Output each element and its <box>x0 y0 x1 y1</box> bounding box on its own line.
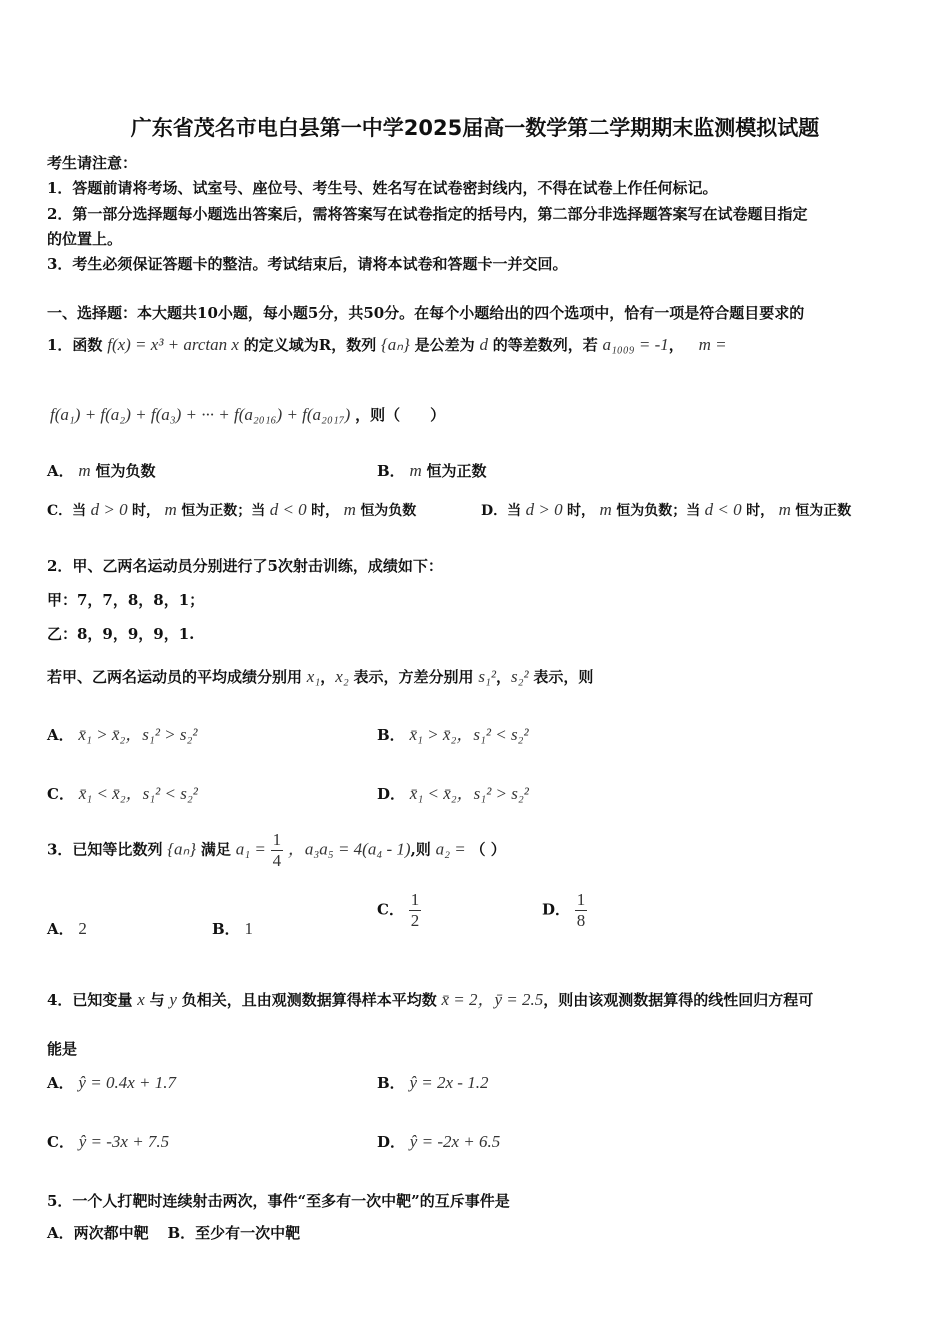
option-math: 1 <box>244 919 253 938</box>
q1-option-a[interactable] <box>47 460 156 481</box>
q2-jia-scores: 甲：7，7，8，8，1； <box>47 591 205 609</box>
option-label: C． <box>47 503 73 519</box>
option-math: x̄₁ < x̄₂，s₁² < s₂² <box>78 784 198 803</box>
option-label: B． <box>377 726 405 744</box>
q2-text-3: 表示，则 <box>533 668 594 686</box>
section-heading: 一、选择题：本大题共10小题，每小题5分，共50分。在每个小题给出的四个选项中，恰有一项是符合题目要求的 <box>47 304 805 322</box>
q1-text-2: 是公差为 <box>414 336 475 354</box>
q3-a2: a₂ = <box>435 839 466 859</box>
notice-heading: 考生请注意： <box>47 154 138 172</box>
option-label: A． <box>47 920 74 938</box>
q2-option-a[interactable] <box>47 720 198 745</box>
q2-yi-scores: 乙：8，9，9，9，1. <box>47 625 195 643</box>
option-math: m <box>599 500 612 519</box>
q1-option-b[interactable] <box>377 460 487 481</box>
q4-option-d[interactable] <box>377 1131 500 1152</box>
option-label: A． <box>47 1074 74 1092</box>
option-fraction <box>575 890 588 931</box>
option-text: 恒为负数 <box>360 503 417 519</box>
q1-ask: ，则（ ） <box>355 406 446 424</box>
option-text: 时， <box>311 503 340 519</box>
q1-m-def: m = <box>698 335 727 354</box>
option-text: 当 <box>507 503 522 519</box>
question-1-stem <box>47 334 727 355</box>
q2-text-2: 表示，方差分别用 <box>353 668 474 686</box>
q5-option-a-text[interactable]: 两次都中靶 <box>73 1224 149 1242</box>
q1-d: d <box>479 335 488 354</box>
q4-option-c[interactable] <box>47 1131 169 1152</box>
q2-condition-line <box>47 666 593 687</box>
option-label: C． <box>377 900 404 919</box>
option-math: x̄₁ < x̄₂，s₁² > s₂² <box>409 784 529 803</box>
q3-blank: （ ） <box>470 840 506 859</box>
q4-option-b[interactable] <box>377 1072 488 1093</box>
notice-item-3: 3．考生必须保证答题卡的整洁。考试结束后，请将本试卷和答题卡一并交回。 <box>47 255 568 273</box>
q1-option-c[interactable] <box>47 500 416 520</box>
q3-condition: ，a₃a₅ = 4(a₄ - 1) <box>287 839 411 859</box>
q4-x: x <box>137 990 145 1009</box>
q2-x1: x₁ <box>306 667 321 686</box>
q3-text-2: ,则 <box>410 840 431 859</box>
option-math: m <box>409 461 422 480</box>
q4-y: y <box>169 990 177 1009</box>
q2-option-b[interactable] <box>377 720 529 745</box>
question-5-stem: 5．一个人打靶时连续射击两次，事件“至多有一次中靶”的互斥事件是 <box>47 1192 510 1210</box>
option-math: m <box>164 500 177 519</box>
q4-means: x̄ = 2，ȳ = 2.5 <box>441 990 544 1009</box>
option-math: ŷ = 2x - 1.2 <box>409 1073 489 1092</box>
option-text: 恒为负数 <box>95 462 156 480</box>
q2-s1: s₁² <box>478 667 496 686</box>
q1-lead: 1．函数 <box>47 336 103 354</box>
fraction-denominator: 2 <box>410 911 420 930</box>
page-title: 广东省茂名市电白县第一中学2025届高一数学第二学期期末监测模拟试题 <box>130 116 820 140</box>
q4-text-2: 负相关，且由观测数据算得样本平均数 <box>181 991 437 1009</box>
option-label: C． <box>47 785 74 803</box>
option-math: ŷ = -3x + 7.5 <box>78 1132 170 1151</box>
option-math: m <box>343 500 356 519</box>
option-text: 时， <box>132 503 161 519</box>
question-2-stem: 2．甲、乙两名运动员分别进行了5次射击训练，成绩如下： <box>47 557 443 575</box>
option-text: 当 <box>72 503 87 519</box>
question-3-stem <box>47 830 506 871</box>
option-label: B． <box>212 920 240 938</box>
option-math: m <box>78 461 91 480</box>
q5-option-b-label[interactable]: B． <box>167 1224 196 1242</box>
q2-s2: s₂² <box>510 667 529 686</box>
option-label: A． <box>47 462 74 480</box>
option-math: d < 0 <box>269 500 307 519</box>
question-4-stem <box>47 985 813 1010</box>
fraction-numerator: 1 <box>576 890 586 909</box>
q2-text-1: 若甲、乙两名运动员的平均成绩分别用 <box>47 668 303 686</box>
option-label: A． <box>47 726 74 744</box>
notice-item-2b: 的位置上。 <box>47 230 123 248</box>
q2-option-c[interactable] <box>47 779 198 804</box>
option-math: 2 <box>78 919 87 938</box>
q5-options <box>47 1222 300 1243</box>
option-label: D． <box>481 503 508 519</box>
q1-function: f(x) = x³ + arctan x <box>107 335 239 354</box>
option-math: d > 0 <box>525 500 563 519</box>
q5-option-b-text[interactable]: 至少有一次中靶 <box>195 1224 301 1242</box>
option-math: d < 0 <box>704 500 742 519</box>
q3-option-c[interactable] <box>377 890 421 931</box>
option-text: 时， <box>746 503 775 519</box>
option-text: 恒为正数；当 <box>181 503 266 519</box>
q1-sum-expr: f(a₁) + f(a₂) + f(a₃) + ··· + f(a₂₀₁₆) + f(a₂₀₁₇) <box>50 405 351 424</box>
option-label: B． <box>377 1074 405 1092</box>
option-math: m <box>778 500 791 519</box>
option-label: D． <box>377 785 406 803</box>
q2-x2: x₂ <box>335 667 349 686</box>
fraction-denominator: 8 <box>576 911 586 930</box>
q3-fraction <box>271 830 284 871</box>
q3-a1: a₁ = <box>235 839 266 859</box>
q5-option-a-label[interactable]: A． <box>47 1224 74 1242</box>
fraction-numerator: 1 <box>410 890 420 909</box>
q1-text-1: 的定义域为R，数列 <box>243 336 377 354</box>
option-math: ŷ = 0.4x + 1.7 <box>78 1073 176 1092</box>
q1-comma: ， <box>668 336 684 354</box>
option-text: 恒为正数 <box>426 462 487 480</box>
option-math: ŷ = -2x + 6.5 <box>409 1132 501 1151</box>
q3-lead: 3．已知等比数列 <box>47 840 163 859</box>
q4-text-1: 与 <box>149 991 165 1009</box>
q3-option-a[interactable] <box>47 918 87 939</box>
option-text: 恒为负数；当 <box>616 503 701 519</box>
q1-text-3: 的等差数列，若 <box>492 336 598 354</box>
option-fraction <box>409 890 422 931</box>
q2-sep: ， <box>320 668 336 686</box>
question-1-sum <box>50 404 445 425</box>
option-math: d > 0 <box>90 500 128 519</box>
q3-sequence: {aₙ} <box>167 839 197 859</box>
q4-lead: 4．已知变量 <box>47 991 133 1009</box>
notice-item-2a: 2．第一部分选择题每小题选出答案后，需将答案写在试卷指定的括号内，第二部分非选择题答案写在试卷题目指定 <box>47 205 808 223</box>
q4-text-4: 能是 <box>47 1040 78 1058</box>
q1-condition: a₁₀₀₉ = -1 <box>602 335 669 354</box>
q1-sequence: {aₙ} <box>380 335 410 354</box>
option-math: x̄₁ > x̄₂，s₁² > s₂² <box>78 725 198 744</box>
q2-sep: ， <box>495 668 511 686</box>
option-text: 恒为正数 <box>795 503 852 519</box>
option-label: B． <box>377 462 405 480</box>
option-label: D． <box>377 1133 406 1151</box>
q3-option-b[interactable] <box>212 918 253 939</box>
q3-option-d[interactable] <box>542 890 587 931</box>
option-label: C． <box>47 1133 74 1151</box>
q4-text-3: ，则由该观测数据算得的线性回归方程可 <box>543 991 814 1009</box>
option-label: D． <box>542 900 571 919</box>
notice-item-1: 1．答题前请将考场、试室号、座位号、考生号、姓名写在试卷密封线内，不得在试卷上作任何标记。 <box>47 179 718 197</box>
fraction-numerator: 1 <box>272 830 282 849</box>
option-math: x̄₁ > x̄₂，s₁² < s₂² <box>409 725 529 744</box>
q3-text-1: 满足 <box>200 840 231 859</box>
q2-option-d[interactable] <box>377 779 529 804</box>
option-text: 时， <box>567 503 596 519</box>
fraction-denominator: 4 <box>272 851 282 870</box>
q4-option-a[interactable] <box>47 1072 176 1093</box>
q1-option-d[interactable] <box>481 500 851 520</box>
